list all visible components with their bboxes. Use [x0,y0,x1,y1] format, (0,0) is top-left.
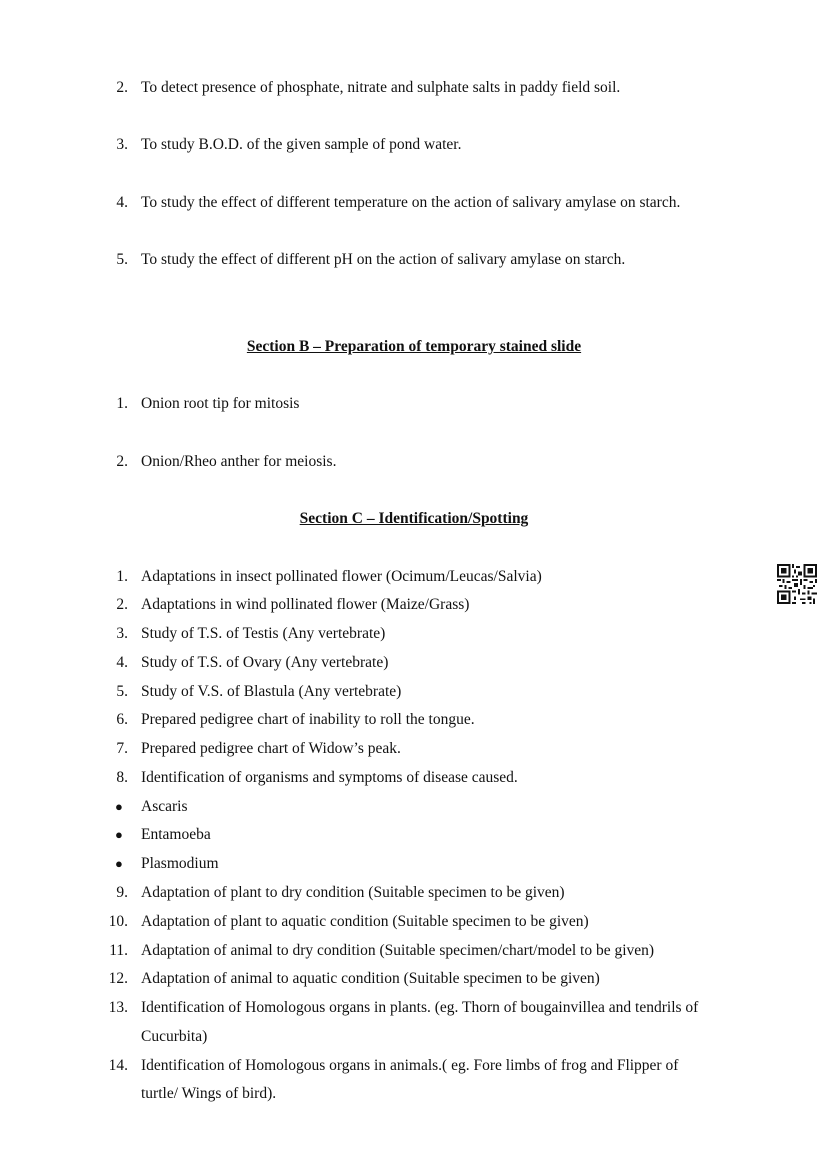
item-text: Adaptations in wind pollinated flower (Maize/Grass) [141,596,470,613]
item-text: Plasmodium [141,855,219,872]
item-text: To study the effect of different temperature on the action of salivary amylase on starch. [141,194,681,211]
item-text: Adaptation of animal to aquatic condition (Suitable specimen to be given) [141,970,600,987]
item-number: 12. [108,970,128,987]
item-number: 3. [116,136,128,153]
bullet-icon: ● [115,827,123,842]
item-text: Study of T.S. of Ovary (Any vertebrate) [141,654,389,671]
item-number: 2. [116,596,128,613]
item-text: turtle/ Wings of bird). [141,1085,277,1102]
item-text: Ascaris [141,798,188,815]
item-number: 13. [108,999,128,1016]
item-text: Prepared pedigree chart of Widow’s peak. [141,740,401,757]
item-number: 4. [116,194,128,211]
item-number: 11. [109,942,128,959]
qr-code-icon[interactable] [777,564,817,604]
item-number: 1. [116,568,128,585]
item-text: Onion/Rheo anther for meiosis. [141,453,337,470]
item-number: 14. [108,1057,128,1074]
item-text: Adaptation of plant to dry condition (Suitable specimen to be given) [141,884,565,901]
section-b-heading: Section B – Preparation of temporary stained slide [246,338,582,355]
item-text: Prepared pedigree chart of inability to roll the tongue. [141,711,475,728]
item-number: 1. [116,395,128,412]
item-text: To detect presence of phosphate, nitrate and sulphate salts in paddy field soil. [141,79,621,96]
item-text: Adaptation of animal to dry condition (Suitable specimen/chart/model to be given) [141,942,655,959]
item-number: 8. [116,769,128,786]
item-number: 4. [116,654,128,671]
item-text: Identification of organisms and symptoms of disease caused. [141,769,518,786]
item-text: Identification of Homologous organs in animals.( eg. Fore limbs of frog and Flipper of [141,1057,679,1074]
item-text: To study B.O.D. of the given sample of pond water. [141,136,462,153]
item-text: Identification of Homologous organs in plants. (eg. Thorn of bougainvillea and tendrils of [141,999,699,1016]
item-text: Study of V.S. of Blastula (Any vertebrate) [141,683,402,700]
item-text: Cucurbita) [141,1028,208,1045]
item-number: 6. [116,711,128,728]
item-text: Study of T.S. of Testis (Any vertebrate) [141,625,386,642]
item-number: 5. [116,251,128,268]
item-number: 9. [116,884,128,901]
item-text: To study the effect of different pH on the action of salivary amylase on starch. [141,251,626,268]
item-number: 5. [116,683,128,700]
item-number: 3. [116,625,128,642]
item-number: 2. [116,453,128,470]
item-text: Onion root tip for mitosis [141,395,300,412]
section-c-heading: Section C – Identification/Spotting [299,510,529,527]
item-number: 10. [108,913,128,930]
item-text: Entamoeba [141,826,211,843]
bullet-icon: ● [115,856,123,871]
item-number: 7. [116,740,128,757]
bullet-icon: ● [115,799,123,814]
item-text: Adaptations in insect pollinated flower (Ocimum/Leucas/Salvia) [141,568,542,585]
item-number: 2. [116,79,128,96]
item-text: Adaptation of plant to aquatic condition (Suitable specimen to be given) [141,913,589,930]
